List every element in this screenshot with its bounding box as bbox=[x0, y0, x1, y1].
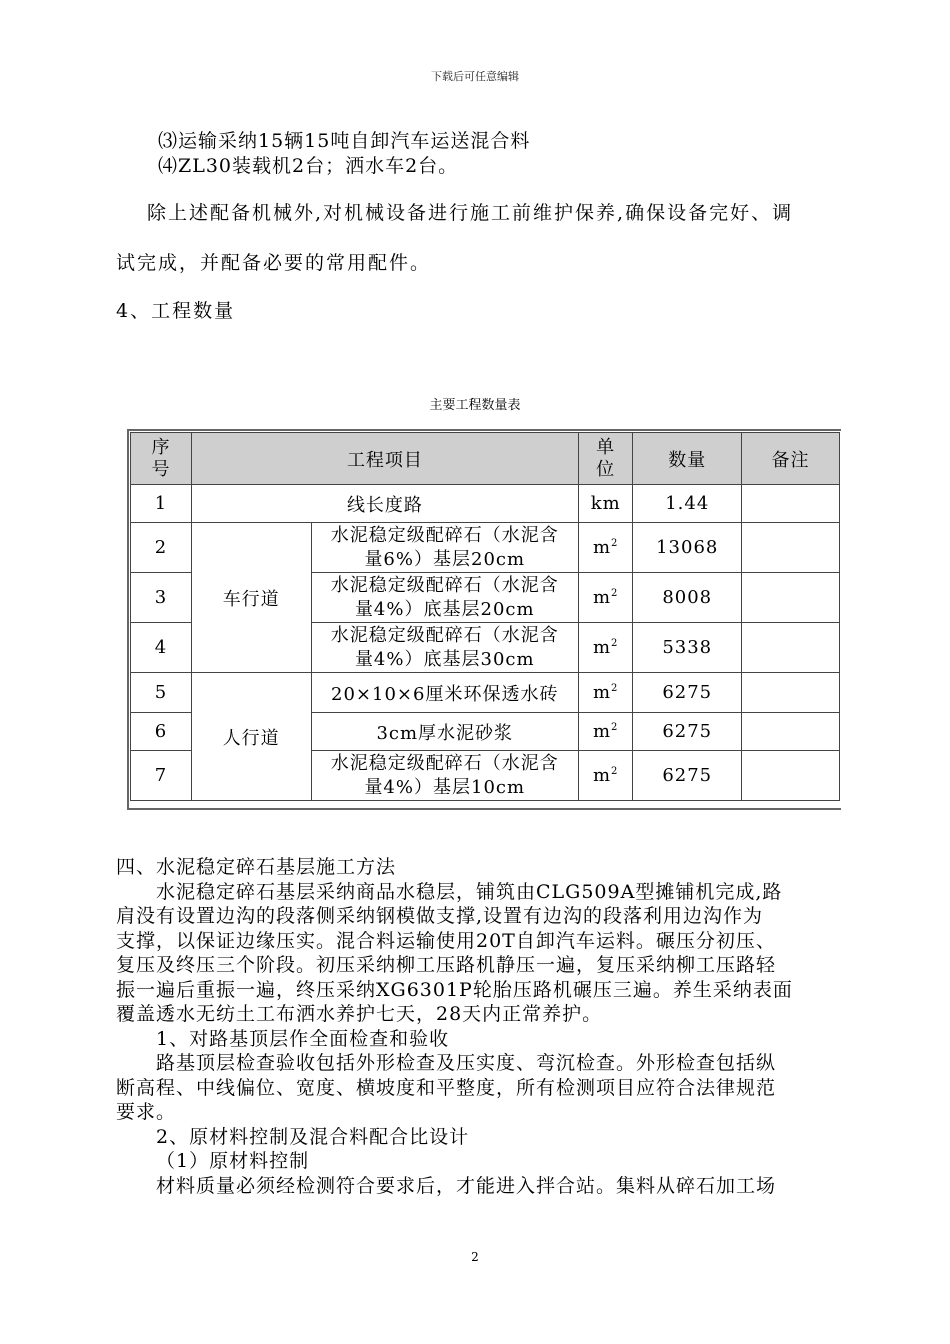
header-remark: 备注 bbox=[742, 433, 840, 485]
cell-item: 水泥稳定级配碎石（水泥含 量4%）底基层20cm bbox=[311, 573, 579, 623]
cell-remark bbox=[742, 713, 840, 751]
section-four-title: 四、水泥稳定碎石基层施工方法 bbox=[116, 856, 397, 878]
cell-seq: 1 bbox=[131, 485, 192, 523]
section-4-title: 4、工程数量 bbox=[116, 300, 236, 322]
equipment-item-3: ⑶运输采纳15辆15吨自卸汽车运送混合料 bbox=[158, 130, 531, 152]
group-sidewalk: 人行道 bbox=[191, 673, 311, 801]
section-four-p2-line: 断高程、中线偏位、宽度、横坡度和平整度，所有检测项目应符合法律规范 bbox=[116, 1076, 777, 1099]
section-four-p2-line: 路基顶层检查验收包括外形检查及压实度、弯沉检查。外形检查包括纵 bbox=[156, 1052, 777, 1074]
header-seq: 序号 bbox=[131, 433, 192, 485]
table-header-row bbox=[131, 433, 840, 485]
equipment-item-4: ⑷ZL30装载机2台；洒水车2台。 bbox=[158, 155, 459, 177]
cell-unit: $m^2$ bbox=[579, 523, 633, 573]
subsection-1-title: 1、对路基顶层作全面检查和验收 bbox=[156, 1027, 450, 1050]
section-four bbox=[116, 855, 876, 1198]
cell-seq: 2 bbox=[131, 523, 192, 573]
cell-remark bbox=[742, 523, 840, 573]
page-number: 2 bbox=[471, 1250, 479, 1264]
cell-seq: 6 bbox=[131, 713, 192, 751]
section-four-p1-line: 覆盖透水无纺土工布洒水养护七天，28天内正常养护。 bbox=[116, 1003, 603, 1025]
cell-unit: $m^2$ bbox=[579, 673, 633, 713]
cell-qty: 6275 bbox=[633, 713, 742, 751]
maintenance-line-2: 试完成，并配备必要的常用配件。 bbox=[116, 252, 432, 274]
cell-remark bbox=[742, 673, 840, 713]
cell-item: 水泥稳定级配碎石（水泥含 量6%）基层20cm bbox=[311, 523, 579, 573]
maintenance-line-1: 除上述配备机械外,对机械设备进行施工前维护保养,确保设备完好、调 bbox=[147, 202, 794, 224]
cell-qty: 6275 bbox=[633, 751, 742, 801]
section-four-p1-line: 支撑，以保证边缘压实。混合料运输使用20T自卸汽车运料。碾压分初压、 bbox=[116, 929, 776, 952]
cell-unit: $m^2$ bbox=[579, 713, 633, 751]
cell-unit: $m^2$ bbox=[579, 751, 633, 801]
cell-qty: 13068 bbox=[633, 523, 742, 573]
cell-unit: $m^2$ bbox=[579, 573, 633, 623]
cell-remark bbox=[742, 623, 840, 673]
subsection-2-1-title: （1）原材料控制 bbox=[156, 1150, 310, 1172]
header-unit: 单位 bbox=[579, 433, 633, 485]
cell-item: 3cm厚水泥砂浆 bbox=[311, 713, 579, 751]
section-four-p1-line: 振一遍后重振一遍，终压采纳XG6301P轮胎压路机碾压三遍。养生采纳表面 bbox=[116, 978, 793, 1001]
cell-remark bbox=[742, 751, 840, 801]
cell-seq: 5 bbox=[131, 673, 192, 713]
cell-seq: 7 bbox=[131, 751, 192, 801]
subsection-2-title: 2、原材料控制及混合料配合比设计 bbox=[156, 1125, 470, 1148]
header-item: 工程项目 bbox=[191, 433, 578, 485]
table-row bbox=[131, 673, 840, 713]
cell-remark bbox=[742, 485, 840, 523]
section-four-p1-line: 复压及终压三个阶段。初压采纳柳工压路机静压一遍，复压采纳柳工压路轻 bbox=[116, 954, 777, 976]
cell-item: 水泥稳定级配碎石（水泥含 量4%）基层10cm bbox=[311, 751, 579, 801]
table-caption: 主要工程数量表 bbox=[429, 398, 521, 413]
cell-item: 线长度路 bbox=[191, 485, 578, 523]
page-header: 下载后可任意编辑 bbox=[431, 70, 519, 83]
section-four-p3-line: 材料质量必须经检测符合要求后，才能进入拌合站。集料从碎石加工场 bbox=[156, 1174, 777, 1197]
cell-item: 20×10×6厘米环保透水砖 bbox=[311, 673, 579, 713]
cell-seq: 3 bbox=[131, 573, 192, 623]
cell-qty: 1.44 bbox=[633, 485, 742, 523]
cell-seq: 4 bbox=[131, 623, 192, 673]
cell-remark bbox=[742, 573, 840, 623]
cell-unit: km bbox=[579, 485, 633, 523]
cell-unit: $m^2$ bbox=[579, 623, 633, 673]
section-four-p1-line: 水泥稳定碎石基层采纳商品水稳层，铺筑由CLG509A型摊铺机完成,路 bbox=[156, 880, 783, 903]
section-four-p1-line: 肩没有设置边沟的段落侧采纳钢模做支撑,设置有边沟的段落利用边沟作为 bbox=[116, 905, 764, 927]
quantity-table bbox=[130, 432, 840, 801]
header-qty: 数量 bbox=[633, 433, 742, 485]
group-carriageway: 车行道 bbox=[191, 523, 311, 673]
table-row bbox=[131, 485, 840, 523]
cell-qty: 5338 bbox=[633, 623, 742, 673]
table-row bbox=[131, 523, 840, 573]
cell-qty: 8008 bbox=[633, 573, 742, 623]
cell-item: 水泥稳定级配碎石（水泥含 量4%）底基层30cm bbox=[311, 623, 579, 673]
cell-qty: 6275 bbox=[633, 673, 742, 713]
section-four-p2-line: 要求。 bbox=[116, 1101, 177, 1123]
